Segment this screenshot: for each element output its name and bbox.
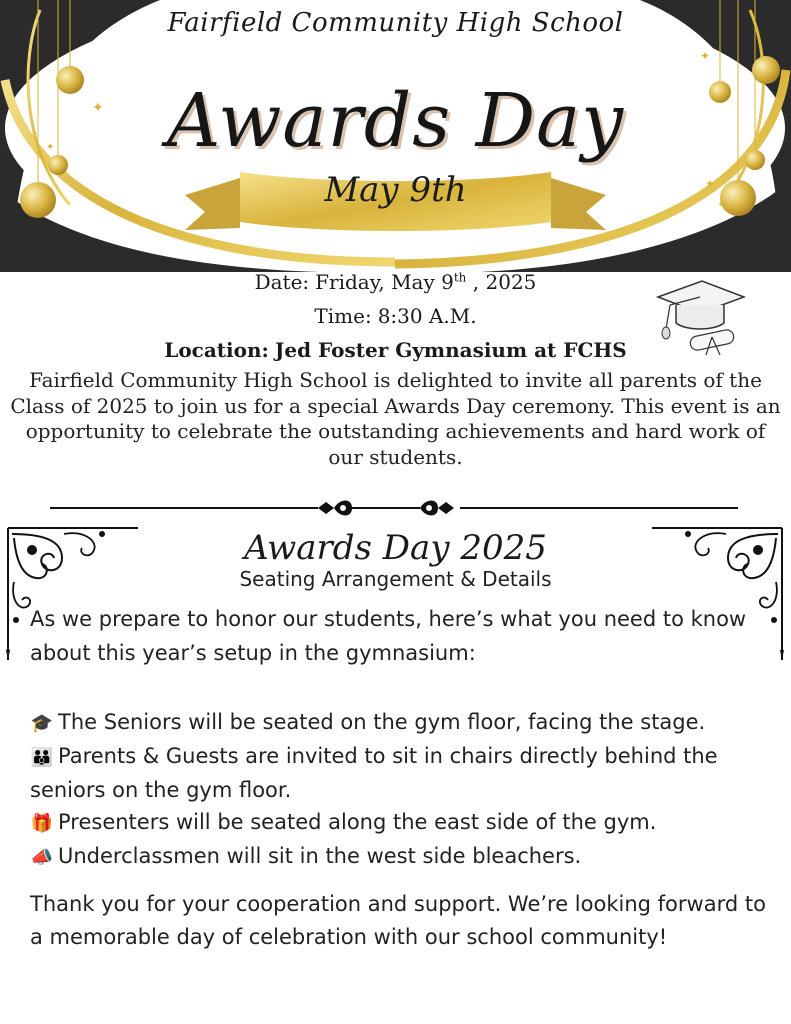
location-label: Location: [164,338,269,362]
event-date [0,270,791,294]
svg-text:✦: ✦ [92,100,104,116]
time-value: 8:30 A.M. [377,304,477,328]
ribbon-date: May 9th [324,170,467,210]
event-time [0,304,791,328]
svg-text:✦: ✦ [46,142,55,153]
closing-paragraph: Thank you for your cooperation and support. We’re looking forward to a memorable day of celebration with our school community! [30,892,766,949]
list-item [30,806,770,840]
location-value: Jed Foster Gymnasium at FCHS [274,338,627,362]
family-icon: 👪 [30,747,54,768]
date-value-suffix: th [453,270,467,285]
list-item-text: Underclassmen will sit in the west side bleachers. [58,844,582,868]
intro-paragraph: Fairfield Community High School is delighted to invite all parents of the Class of 2025 to join us for a special Awards Day ceremony. This event is an opportunity to celebrate the outstanding achievements and hard work of our students. [10,368,781,469]
gift-icon: 🎁 [30,813,54,834]
time-label: Time: [314,304,372,328]
school-name: Fairfield Community High School [167,8,624,38]
section-title: Awards Day 2025 [244,528,547,568]
list-item [30,740,770,806]
list-item-text: Parents & Guests are invited to sit in chairs directly behind the seniors on the gym floor. [30,744,718,802]
date-value-year: , 2025 [466,270,537,294]
graduate-icon: 🎓 [30,713,54,734]
event-title: Awards Day [166,78,625,164]
section-subtitle: Seating Arrangement & Details [239,567,552,591]
svg-text:✦: ✦ [700,49,711,63]
seating-list [30,706,770,874]
megaphone-icon: 📣 [30,847,54,868]
date-value [315,270,536,294]
date-value-main: Friday, May 9 [315,270,454,294]
ornamental-divider [0,496,791,520]
date-label: Date: [254,270,310,294]
list-item [30,706,770,740]
event-location [0,338,791,362]
list-item-text: The Seniors will be seated on the gym floor, facing the stage. [58,710,706,734]
section-lead: As we prepare to honor our students, here’s what you need to know about this year’s setup in the gymnasium: [30,607,747,665]
list-item [30,840,770,874]
svg-text:✦: ✦ [705,177,716,191]
list-item-text: Presenters will be seated along the east side of the gym. [58,810,657,834]
